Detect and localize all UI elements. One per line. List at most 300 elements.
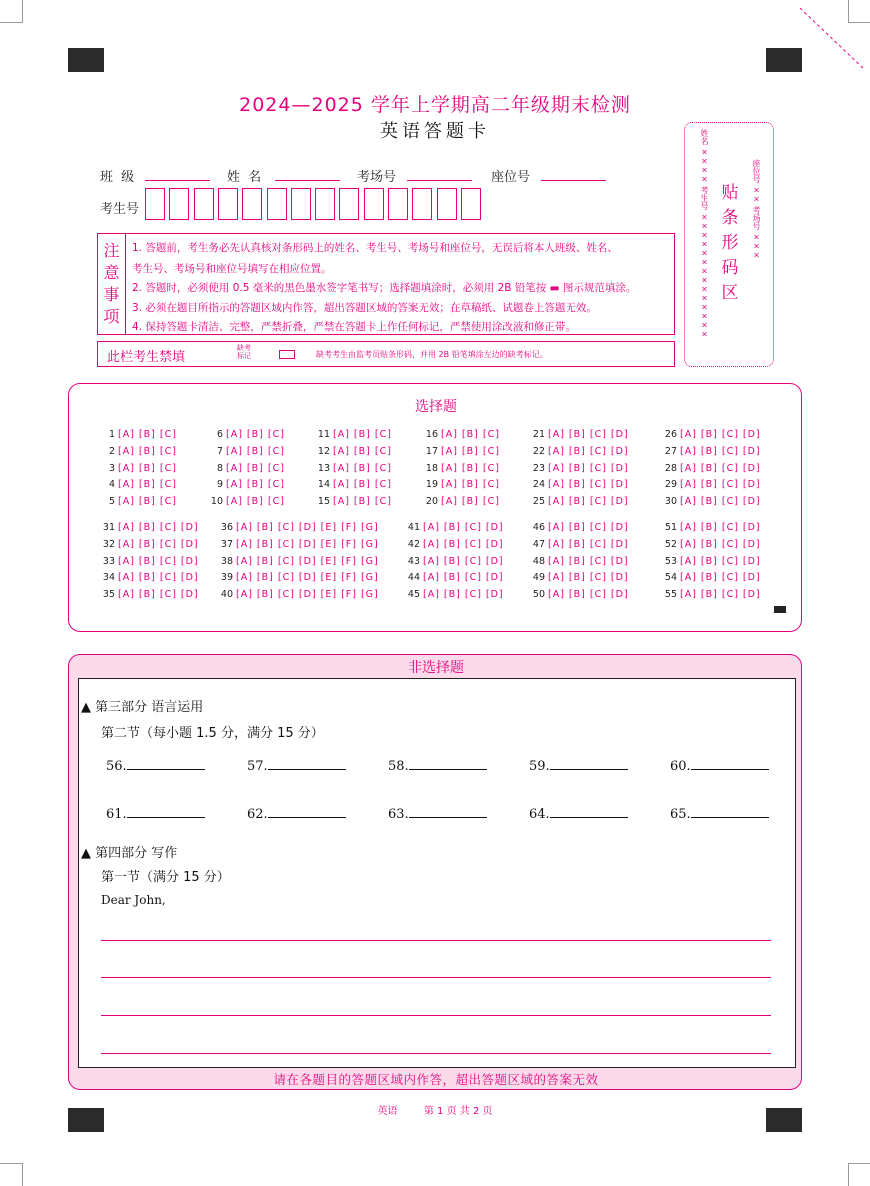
mcq-option-b[interactable]: [B] <box>461 429 479 440</box>
mcq-option-a[interactable]: [A] <box>333 479 350 491</box>
mcq-option-b[interactable]: [B] <box>353 479 371 491</box>
mcq-option-a[interactable]: [A] <box>423 555 440 567</box>
mcq-option-d[interactable]: [D] <box>298 572 317 584</box>
mcq-question-4 <box>99 479 181 490</box>
blank-line[interactable] <box>409 757 487 770</box>
room-label: 考场号 <box>357 170 397 185</box>
blank-line[interactable] <box>550 805 628 818</box>
mcq-option-f[interactable]: [F] <box>341 555 357 567</box>
mcq-option-b[interactable]: [B] <box>256 572 274 584</box>
part3-heading: ▲ 第三部分 语言运用 <box>81 700 204 715</box>
student-id-digit-box[interactable] <box>145 188 165 220</box>
mcq-option-b[interactable]: [B] <box>700 572 718 584</box>
mcq-option-b[interactable]: [B] <box>461 479 479 491</box>
mcq-option-b[interactable]: [B] <box>256 538 274 550</box>
mcq-option-b[interactable]: [B] <box>700 496 718 508</box>
mcq-option-a[interactable]: [A] <box>441 479 458 491</box>
mcq-question-number: 17 <box>425 445 438 457</box>
mcq-option-g[interactable]: [G] <box>360 555 379 567</box>
mcq-option-a[interactable]: [A] <box>226 445 243 457</box>
writing-line[interactable] <box>101 1015 771 1016</box>
absent-mark-box[interactable] <box>279 350 295 359</box>
mcq-option-b[interactable]: [B] <box>568 462 586 474</box>
mcq-option-b[interactable]: [B] <box>443 555 461 567</box>
mcq-option-d[interactable]: [D] <box>742 572 761 584</box>
mcq-option-b[interactable]: [B] <box>256 555 274 567</box>
mcq-option-a[interactable]: [A] <box>118 462 135 474</box>
mcq-option-d[interactable]: [D] <box>298 538 317 550</box>
mcq-question-number: 10 <box>210 496 223 508</box>
mcq-option-c[interactable]: [C] <box>159 496 177 508</box>
writing-line[interactable] <box>101 977 771 978</box>
mcq-option-a[interactable]: [A] <box>236 522 253 533</box>
mcq-option-b[interactable]: [B] <box>443 589 461 601</box>
mcq-option-e[interactable]: [E] <box>320 589 338 601</box>
mcq-option-c[interactable]: [C] <box>589 572 607 584</box>
mcq-question-number: 45 <box>407 589 420 601</box>
blank-line[interactable] <box>268 805 346 818</box>
mcq-option-a[interactable]: [A] <box>333 462 350 474</box>
mcq-option-a[interactable]: [A] <box>226 429 243 440</box>
mcq-option-d[interactable]: [D] <box>610 445 629 457</box>
mcq-option-c[interactable]: [C] <box>159 445 177 457</box>
mcq-option-b[interactable]: [B] <box>246 496 264 508</box>
mcq-option-c[interactable]: [C] <box>374 479 392 491</box>
name-label: 姓 名 <box>227 170 264 185</box>
student-id-digit-box[interactable] <box>388 188 408 220</box>
mcq-option-c[interactable]: [C] <box>464 555 482 567</box>
mcq-option-c[interactable]: [C] <box>277 589 295 601</box>
blank-65[interactable] <box>670 805 769 822</box>
student-id-digit-box[interactable] <box>412 188 432 220</box>
mcq-question-number: 47 <box>532 538 545 550</box>
mcq-option-b[interactable]: [B] <box>568 522 586 533</box>
barcode-info-seat-room: 座位号 ×× 考场号 ××× <box>752 159 761 260</box>
mcq-option-b[interactable]: [B] <box>246 479 264 491</box>
mcq-option-a[interactable]: [A] <box>548 589 565 601</box>
mcq-option-c[interactable]: [C] <box>482 429 500 440</box>
mcq-option-a[interactable]: [A] <box>226 479 243 491</box>
mcq-option-c[interactable]: [C] <box>374 445 392 457</box>
mcq-option-b[interactable]: [B] <box>700 555 718 567</box>
mcq-question-22 <box>529 446 633 457</box>
mcq-option-c[interactable]: [C] <box>721 555 739 567</box>
mcq-option-d[interactable]: [D] <box>180 572 199 584</box>
mcq-question-32 <box>99 539 203 550</box>
mcq-option-d[interactable]: [D] <box>610 496 629 508</box>
mcq-option-d[interactable]: [D] <box>485 522 504 533</box>
mcq-option-f[interactable]: [F] <box>341 572 357 584</box>
mcq-option-f[interactable]: [F] <box>341 589 357 601</box>
section1-heading: 第一节（满分 15 分） <box>101 870 230 885</box>
mcq-option-a[interactable]: [A] <box>118 572 135 584</box>
blank-57[interactable] <box>247 757 346 774</box>
mcq-question-number: 48 <box>532 555 545 567</box>
mcq-option-c[interactable]: [C] <box>159 462 177 474</box>
mcq-option-c[interactable]: [C] <box>374 496 392 508</box>
mcq-option-a[interactable]: [A] <box>680 479 697 491</box>
mcq-option-b[interactable]: [B] <box>138 522 156 533</box>
mcq-option-b[interactable]: [B] <box>700 445 718 457</box>
mcq-option-d[interactable]: [D] <box>610 462 629 474</box>
mcq-option-c[interactable]: [C] <box>721 479 739 491</box>
mcq-question-23 <box>529 463 633 474</box>
non-mcq-title: 非选择题 <box>408 660 464 676</box>
mcq-option-b[interactable]: [B] <box>138 555 156 567</box>
mcq-option-b[interactable]: [B] <box>138 479 156 491</box>
mcq-option-c[interactable]: [C] <box>277 522 295 533</box>
mcq-option-b[interactable]: [B] <box>700 522 718 533</box>
mcq-option-a[interactable]: [A] <box>226 462 243 474</box>
blank-line[interactable] <box>127 805 205 818</box>
mcq-option-e[interactable]: [E] <box>320 572 338 584</box>
mcq-option-a[interactable]: [A] <box>333 445 350 457</box>
mcq-option-a[interactable]: [A] <box>236 589 253 601</box>
mcq-option-d[interactable]: [D] <box>742 496 761 508</box>
mcq-option-c[interactable]: [C] <box>267 479 285 491</box>
student-id-digit-box[interactable] <box>267 188 287 220</box>
mcq-question-number: 16 <box>425 429 438 440</box>
mcq-option-b[interactable]: [B] <box>700 538 718 550</box>
student-id-digit-box[interactable] <box>339 188 359 220</box>
mcq-option-a[interactable]: [A] <box>548 555 565 567</box>
mcq-question-18 <box>422 463 504 474</box>
blank-60[interactable] <box>670 757 769 774</box>
mcq-option-b[interactable]: [B] <box>700 589 718 601</box>
mcq-option-c[interactable]: [C] <box>721 572 739 584</box>
mcq-option-f[interactable]: [F] <box>341 522 357 533</box>
mcq-option-b[interactable]: [B] <box>138 429 156 440</box>
blank-61[interactable] <box>106 805 205 822</box>
mcq-option-c[interactable]: [C] <box>589 538 607 550</box>
mcq-option-c[interactable]: [C] <box>277 538 295 550</box>
mcq-option-a[interactable]: [A] <box>236 538 253 550</box>
mcq-option-c[interactable]: [C] <box>267 462 285 474</box>
blank-line[interactable] <box>691 757 769 770</box>
mcq-question-55 <box>661 589 765 600</box>
mcq-option-d[interactable]: [D] <box>298 589 317 601</box>
mcq-option-c[interactable]: [C] <box>721 522 739 533</box>
blank-line[interactable] <box>550 757 628 770</box>
mcq-option-c[interactable]: [C] <box>721 445 739 457</box>
mcq-option-b[interactable]: [B] <box>700 462 718 474</box>
mcq-option-f[interactable]: [F] <box>341 538 357 550</box>
mcq-option-a[interactable]: [A] <box>118 429 135 440</box>
mcq-option-a[interactable]: [A] <box>118 496 135 508</box>
class-field[interactable] <box>145 180 210 181</box>
mcq-option-c[interactable]: [C] <box>277 572 295 584</box>
crop-mark-bottom-right <box>848 1163 870 1186</box>
mcq-option-d[interactable]: [D] <box>485 538 504 550</box>
mcq-option-b[interactable]: [B] <box>461 462 479 474</box>
mcq-option-b[interactable]: [B] <box>138 462 156 474</box>
name-field[interactable] <box>275 180 340 181</box>
mcq-question-number: 15 <box>317 496 330 508</box>
mcq-option-c[interactable]: [C] <box>464 572 482 584</box>
mcq-option-a[interactable]: [A] <box>680 555 697 567</box>
student-id-digit-box[interactable] <box>437 188 457 220</box>
writing-line[interactable] <box>101 1053 771 1054</box>
mcq-option-a[interactable]: [A] <box>118 445 135 457</box>
mcq-option-c[interactable]: [C] <box>721 496 739 508</box>
mcq-option-a[interactable]: [A] <box>441 496 458 508</box>
mcq-question-19 <box>422 479 504 490</box>
mcq-option-a[interactable]: [A] <box>118 538 135 550</box>
mcq-option-d[interactable]: [D] <box>485 555 504 567</box>
mcq-option-d[interactable]: [D] <box>742 445 761 457</box>
blank-number: 60. <box>670 759 691 774</box>
mcq-option-c[interactable]: [C] <box>159 555 177 567</box>
mcq-option-e[interactable]: [E] <box>320 522 338 533</box>
mcq-option-d[interactable]: [D] <box>180 589 199 601</box>
mcq-option-c[interactable]: [C] <box>721 538 739 550</box>
blank-62[interactable] <box>247 805 346 822</box>
mcq-option-b[interactable]: [B] <box>568 572 586 584</box>
mcq-option-c[interactable]: [C] <box>721 589 739 601</box>
mcq-option-d[interactable]: [D] <box>485 572 504 584</box>
mcq-option-b[interactable]: [B] <box>568 555 586 567</box>
mcq-option-a[interactable]: [A] <box>423 589 440 601</box>
student-id-digit-box[interactable] <box>242 188 262 220</box>
mcq-option-b[interactable]: [B] <box>246 462 264 474</box>
mcq-option-a[interactable]: [A] <box>548 429 565 440</box>
mcq-option-b[interactable]: [B] <box>568 496 586 508</box>
blank-56[interactable] <box>106 757 205 774</box>
mcq-option-a[interactable]: [A] <box>236 555 253 567</box>
student-id-digit-box[interactable] <box>169 188 189 220</box>
mcq-option-c[interactable]: [C] <box>482 479 500 491</box>
mcq-option-a[interactable]: [A] <box>441 462 458 474</box>
mcq-option-d[interactable]: [D] <box>298 555 317 567</box>
mcq-option-a[interactable]: [A] <box>333 496 350 508</box>
mcq-option-d[interactable]: [D] <box>180 538 199 550</box>
student-id-digit-box[interactable] <box>218 188 238 220</box>
blank-59[interactable] <box>529 757 628 774</box>
mcq-option-b[interactable]: [B] <box>700 429 718 440</box>
mcq-option-d[interactable]: [D] <box>180 522 199 533</box>
mcq-option-g[interactable]: [G] <box>360 589 379 601</box>
mcq-option-c[interactable]: [C] <box>374 429 392 440</box>
mcq-option-c[interactable]: [C] <box>589 445 607 457</box>
writing-line[interactable] <box>101 940 771 941</box>
mcq-question-number: 19 <box>425 479 438 491</box>
mcq-option-c[interactable]: [C] <box>589 479 607 491</box>
mcq-option-a[interactable]: [A] <box>548 522 565 533</box>
mcq-option-c[interactable]: [C] <box>277 555 295 567</box>
mcq-option-d[interactable]: [D] <box>610 522 629 533</box>
mcq-question-number: 38 <box>220 555 233 567</box>
blank-line[interactable] <box>691 805 769 818</box>
mcq-option-a[interactable]: [A] <box>423 538 440 550</box>
mcq-option-a[interactable]: [A] <box>548 572 565 584</box>
mcq-option-d[interactable]: [D] <box>610 555 629 567</box>
mcq-question-number: 52 <box>664 538 677 550</box>
mcq-option-c[interactable]: [C] <box>589 555 607 567</box>
mcq-option-b[interactable]: [B] <box>353 445 371 457</box>
mcq-option-b[interactable]: [B] <box>353 429 371 440</box>
mcq-option-d[interactable]: [D] <box>610 429 629 440</box>
mcq-option-c[interactable]: [C] <box>589 522 607 533</box>
mcq-option-a[interactable]: [A] <box>423 522 440 533</box>
mcq-option-c[interactable]: [C] <box>159 522 177 533</box>
mcq-option-b[interactable]: [B] <box>138 572 156 584</box>
mcq-option-d[interactable]: [D] <box>742 555 761 567</box>
mcq-option-b[interactable]: [B] <box>443 572 461 584</box>
mcq-option-c[interactable]: [C] <box>464 589 482 601</box>
mcq-option-c[interactable]: [C] <box>464 538 482 550</box>
mcq-option-c[interactable]: [C] <box>589 496 607 508</box>
mcq-question-number: 28 <box>664 462 677 474</box>
mcq-option-c[interactable]: [C] <box>159 589 177 601</box>
mcq-option-c[interactable]: [C] <box>159 572 177 584</box>
mcq-option-c[interactable]: [C] <box>267 429 285 440</box>
mcq-option-b[interactable]: [B] <box>138 538 156 550</box>
mcq-option-e[interactable]: [E] <box>320 555 338 567</box>
blank-line[interactable] <box>127 757 205 770</box>
mcq-question-number: 36 <box>220 522 233 533</box>
mcq-option-a[interactable]: [A] <box>441 429 458 440</box>
mcq-option-b[interactable]: [B] <box>568 538 586 550</box>
mcq-option-d[interactable]: [D] <box>742 479 761 491</box>
mcq-option-a[interactable]: [A] <box>680 445 697 457</box>
mcq-option-d[interactable]: [D] <box>742 429 761 440</box>
mcq-question-number: 33 <box>102 555 115 567</box>
mcq-option-d[interactable]: [D] <box>610 589 629 601</box>
mcq-option-b[interactable]: [B] <box>568 445 586 457</box>
mcq-option-a[interactable]: [A] <box>441 445 458 457</box>
mcq-option-b[interactable]: [B] <box>353 496 371 508</box>
mcq-option-b[interactable]: [B] <box>138 589 156 601</box>
blank-line[interactable] <box>409 805 487 818</box>
mcq-option-a[interactable]: [A] <box>680 496 697 508</box>
mcq-option-b[interactable]: [B] <box>568 589 586 601</box>
mcq-option-e[interactable]: [E] <box>320 538 338 550</box>
mcq-question-21 <box>529 429 633 440</box>
student-id-digit-box[interactable] <box>194 188 214 220</box>
mcq-option-d[interactable]: [D] <box>610 572 629 584</box>
mcq-option-a[interactable]: [A] <box>680 462 697 474</box>
blank-63[interactable] <box>388 805 487 822</box>
mcq-option-c[interactable]: [C] <box>267 496 285 508</box>
footer-page: 第 1 页 共 2 页 <box>423 1106 493 1117</box>
mcq-option-c[interactable]: [C] <box>159 479 177 491</box>
mcq-option-a[interactable]: [A] <box>118 555 135 567</box>
blank-64[interactable] <box>529 805 628 822</box>
blank-line[interactable] <box>268 757 346 770</box>
mcq-option-a[interactable]: [A] <box>236 572 253 584</box>
mcq-option-d[interactable]: [D] <box>610 479 629 491</box>
mcq-option-d[interactable]: [D] <box>298 522 317 533</box>
mcq-option-c[interactable]: [C] <box>589 462 607 474</box>
mcq-option-c[interactable]: [C] <box>721 462 739 474</box>
mcq-option-c[interactable]: [C] <box>159 429 177 440</box>
mcq-option-a[interactable]: [A] <box>680 572 697 584</box>
mcq-option-g[interactable]: [G] <box>360 538 379 550</box>
student-id-digit-box[interactable] <box>291 188 311 220</box>
mcq-option-b[interactable]: [B] <box>568 429 586 440</box>
mcq-option-b[interactable]: [B] <box>256 589 274 601</box>
notice-box <box>97 233 675 335</box>
mcq-option-b[interactable]: [B] <box>443 538 461 550</box>
seat-field[interactable] <box>541 180 606 181</box>
mcq-option-d[interactable]: [D] <box>742 589 761 601</box>
mcq-question-42 <box>404 539 508 550</box>
mcq-option-a[interactable]: [A] <box>226 496 243 508</box>
mcq-question-9 <box>207 479 289 490</box>
mcq-option-d[interactable]: [D] <box>742 522 761 533</box>
mcq-option-b[interactable]: [B] <box>461 496 479 508</box>
mcq-option-a[interactable]: [A] <box>680 522 697 533</box>
room-field[interactable] <box>407 180 472 181</box>
mcq-option-b[interactable]: [B] <box>568 479 586 491</box>
mcq-option-c[interactable]: [C] <box>589 589 607 601</box>
mcq-option-d[interactable]: [D] <box>180 555 199 567</box>
student-id-digit-box[interactable] <box>315 188 335 220</box>
mcq-question-number: 6 <box>216 429 223 440</box>
mcq-option-b[interactable]: [B] <box>246 429 264 440</box>
notice-side-label: 注 意 事 项 <box>98 234 126 334</box>
mcq-option-c[interactable]: [C] <box>464 522 482 533</box>
mcq-option-c[interactable]: [C] <box>267 445 285 457</box>
mcq-question-7 <box>207 446 289 457</box>
mcq-option-a[interactable]: [A] <box>680 538 697 550</box>
mcq-option-a[interactable]: [A] <box>548 496 565 508</box>
student-id-digit-box[interactable] <box>461 188 481 220</box>
mcq-option-d[interactable]: [D] <box>485 589 504 601</box>
blank-58[interactable] <box>388 757 487 774</box>
mcq-question-number: 46 <box>532 522 545 533</box>
mcq-option-b[interactable]: [B] <box>256 522 274 533</box>
mcq-option-b[interactable]: [B] <box>443 522 461 533</box>
mcq-option-a[interactable]: [A] <box>548 445 565 457</box>
mcq-question-38 <box>217 556 383 567</box>
mcq-option-b[interactable]: [B] <box>461 445 479 457</box>
mcq-option-c[interactable]: [C] <box>721 429 739 440</box>
mcq-option-a[interactable]: [A] <box>548 462 565 474</box>
mcq-question-number: 4 <box>108 479 115 491</box>
mcq-question-number: 54 <box>664 572 677 584</box>
mcq-option-b[interactable]: [B] <box>246 445 264 457</box>
mcq-option-b[interactable]: [B] <box>353 462 371 474</box>
mcq-option-a[interactable]: [A] <box>118 522 135 533</box>
mcq-option-b[interactable]: [B] <box>138 496 156 508</box>
mcq-option-d[interactable]: [D] <box>742 462 761 474</box>
mcq-option-a[interactable]: [A] <box>548 479 565 491</box>
student-id-digit-box[interactable] <box>364 188 384 220</box>
mcq-option-a[interactable]: [A] <box>680 429 697 440</box>
mcq-option-c[interactable]: [C] <box>482 496 500 508</box>
mcq-option-a[interactable]: [A] <box>118 479 135 491</box>
mcq-option-b[interactable]: [B] <box>700 479 718 491</box>
mcq-option-c[interactable]: [C] <box>589 429 607 440</box>
mcq-option-b[interactable]: [B] <box>138 445 156 457</box>
mcq-option-a[interactable]: [A] <box>333 429 350 440</box>
mcq-option-a[interactable]: [A] <box>423 572 440 584</box>
mcq-option-a[interactable]: [A] <box>680 589 697 601</box>
mcq-option-g[interactable]: [G] <box>360 572 379 584</box>
mcq-option-c[interactable]: [C] <box>482 462 500 474</box>
mcq-option-a[interactable]: [A] <box>118 589 135 601</box>
mcq-option-c[interactable]: [C] <box>482 445 500 457</box>
mcq-option-a[interactable]: [A] <box>548 538 565 550</box>
letter-greeting: Dear John, <box>101 893 166 907</box>
mcq-option-c[interactable]: [C] <box>159 538 177 550</box>
mcq-option-d[interactable]: [D] <box>742 538 761 550</box>
mcq-option-g[interactable]: [G] <box>360 522 379 533</box>
mcq-title: 选择题 <box>415 399 457 415</box>
mcq-option-c[interactable]: [C] <box>374 462 392 474</box>
mcq-option-d[interactable]: [D] <box>610 538 629 550</box>
